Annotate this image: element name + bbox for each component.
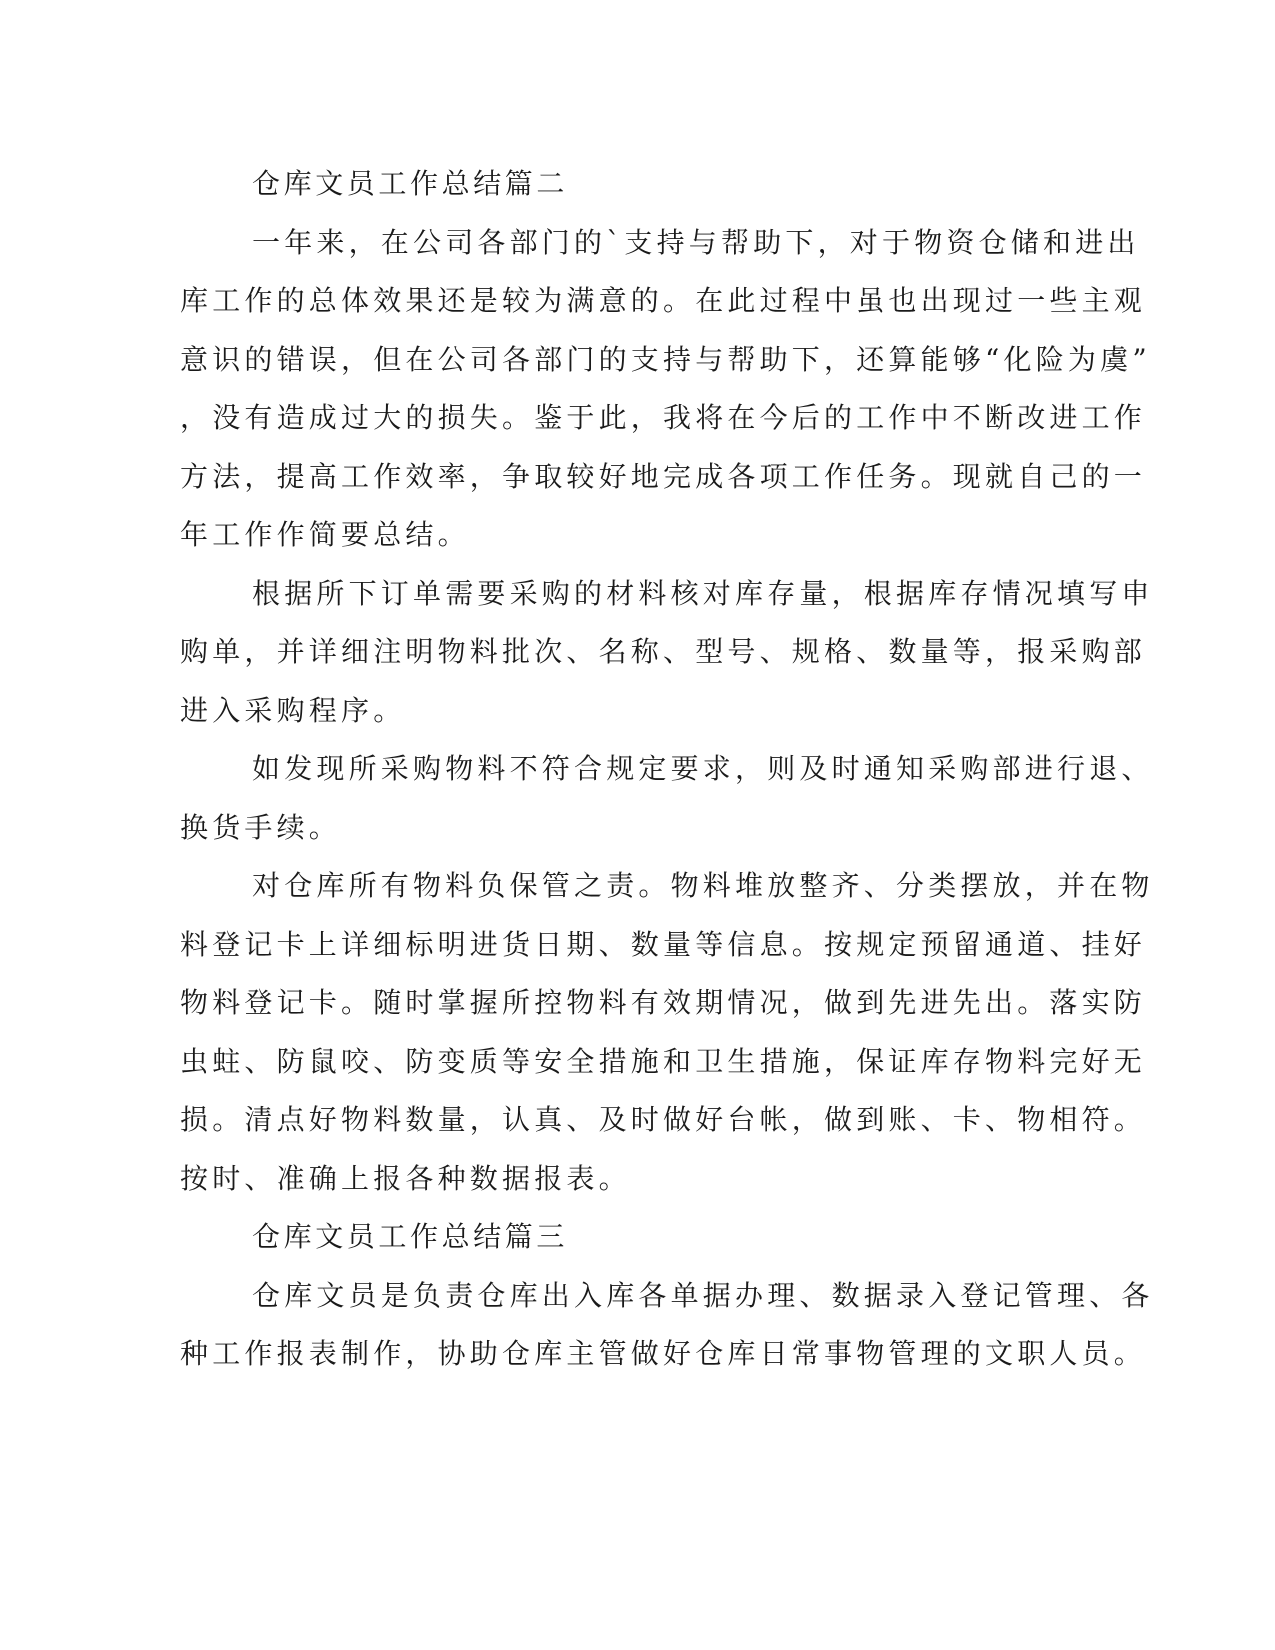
paragraph-line: 物料登记卡。随时掌握所控物料有效期情况，做到先进先出。落实防: [180, 986, 1147, 1019]
paragraph-line: 如发现所采购物料不符合规定要求，则及时通知采购部进行退、: [252, 752, 1154, 785]
paragraph-line: 方法，提高工作效率，争取较好地完成各项工作任务。现就自己的一: [180, 459, 1147, 493]
paragraph-line: 换货手续。: [180, 810, 342, 844]
paragraph-line: 损。清点好物料数量，认真、及时做好台帐，做到账、卡、物相符。: [180, 1103, 1147, 1136]
paragraph-line: 意识的错误，但在公司各部门的支持与帮助下，还算能够“化险为虞”: [180, 342, 1151, 376]
section-heading: 仓库文员工作总结篇三: [252, 1220, 569, 1253]
paragraph-line: 按时、准确上报各种数据报表。: [180, 1161, 631, 1195]
section-heading: 仓库文员工作总结篇二: [252, 167, 569, 200]
paragraph-line: 虫蛀、防鼠咬、防变质等安全措施和卫生措施，保证库存物料完好无: [180, 1044, 1147, 1078]
paragraph-line: 种工作报表制作，协助仓库主管做好仓库日常事物管理的文职人员。: [180, 1337, 1147, 1370]
paragraph-line: 仓库文员是负责仓库出入库各单据办理、数据录入登记管理、各: [252, 1278, 1154, 1312]
paragraph-line: 年工作作简要总结。: [180, 518, 470, 551]
document-page: [180, 155, 1154, 1384]
paragraph-line: 购单，并详细注明物料批次、名称、型号、规格、数量等，报采购部: [180, 635, 1147, 668]
paragraph-line: 对仓库所有物料负保管之责。物料堆放整齐、分类摆放，并在物: [252, 869, 1154, 902]
paragraph-line: 料登记卡上详细标明进货日期、数量等信息。按规定预留通道、挂好: [180, 927, 1147, 961]
paragraph-line: 库工作的总体效果还是较为满意的。在此过程中虽也出现过一些主观: [180, 284, 1147, 317]
paragraph-line: 进入采购程序。: [180, 693, 406, 727]
paragraph-line: ，没有造成过大的损失。鉴于此，我将在今后的工作中不断改进工作: [180, 401, 1147, 434]
paragraph-line: 一年来，在公司各部门的`支持与帮助下，对于物资仓储和进出: [252, 225, 1140, 259]
paragraph-line: 根据所下订单需要采购的材料核对库存量，根据库存情况填写申: [252, 576, 1154, 610]
